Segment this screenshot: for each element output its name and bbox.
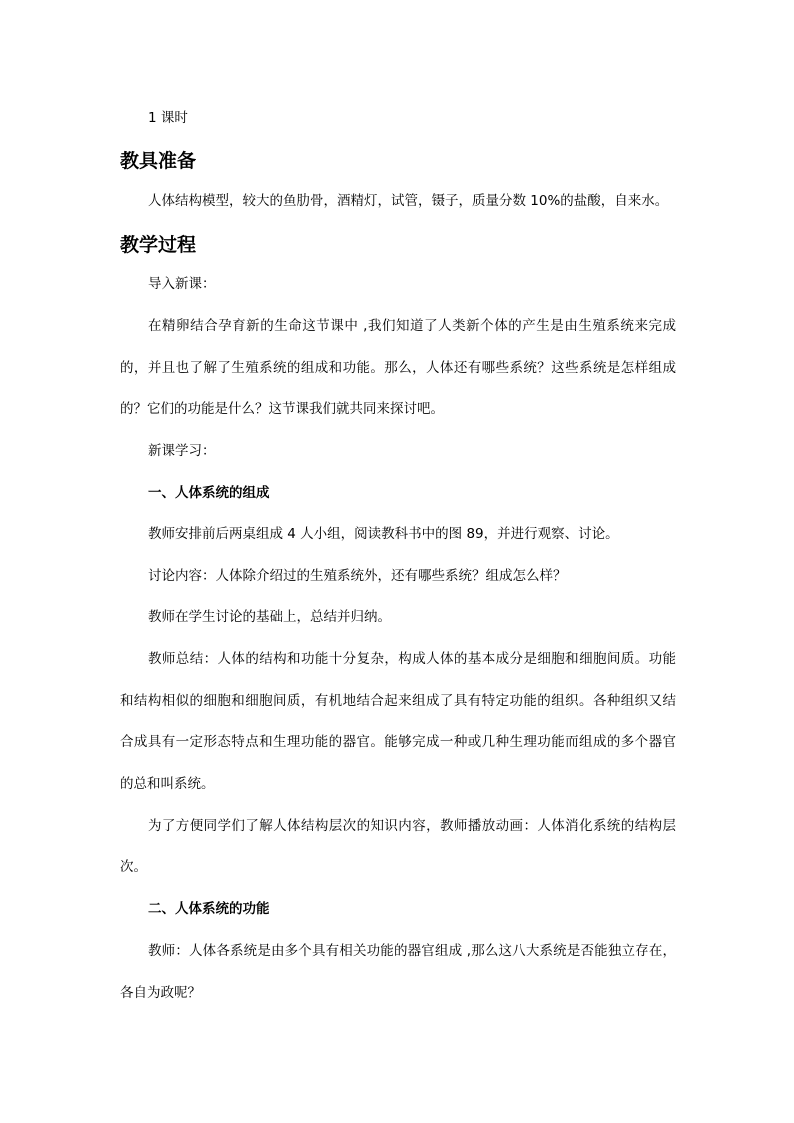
part1-title: 一、人体系统的组成 [148,485,270,501]
question-line-1: 教师：人体各系统是由多个具有相关功能的器官组成 ,那么这八大系统是否能独立存在， [148,943,676,959]
teaching-aids-text: 人体结构模型，较大的鱼肋骨，酒精灯，试管，镊子，质量分数 10%的盐酸，自来水。 [148,193,669,209]
new-lesson-label: 新课学习： [148,443,216,459]
summary-line-4: 的总和叫系统。 [120,776,215,792]
intro-line-2: 的，并且也了解了生殖系统的组成和功能。那么，人体还有哪些系统？这些系统是怎样组成 [120,360,676,376]
intro-line-1: 在精卵结合孕育新的生命这节课中 ,我们知道了人类新个体的产生是由生殖系统来完成 [148,318,676,334]
summary-line-1: 教师总结：人体的结构和功能十分复杂，构成人体的基本成分是细胞和细胞间质。功能 [148,651,676,667]
class-hours: 1 课时 [148,110,188,126]
heading-teaching-aids: 教具准备 [120,150,197,172]
part1-paragraph-2: 讨论内容：人体除介绍过的生殖系统外，还有哪些系统？组成怎么样？ [148,568,567,584]
summary-line-2: 和结构相似的细胞和细胞间质，有机地结合起来组成了具有特定功能的组织。各种组织又结 [120,693,676,709]
part2-title: 二、人体系统的功能 [148,901,270,917]
heading-teaching-process: 教学过程 [120,234,197,256]
part1-paragraph-1: 教师安排前后两桌组成 4 人小组，阅读教科书中的图 89，并进行观察、讨论。 [148,526,619,542]
animation-line-2: 次。 [120,859,147,875]
question-line-2: 各自为政呢？ [120,985,201,1001]
intro-label: 导入新课： [148,276,216,292]
part1-paragraph-3: 教师在学生讨论的基础上，总结并归纳。 [148,609,391,625]
animation-line-1: 为了方便同学们了解人体结构层次的知识内容，教师播放动画：人体消化系统的结构层 [148,818,676,834]
intro-line-3: 的？它们的功能是什么？这节课我们就共同来探讨吧。 [120,401,444,417]
summary-line-3: 合成具有一定形态特点和生理功能的器官。能够完成一种或几种生理功能而组成的多个器官 [120,734,676,750]
